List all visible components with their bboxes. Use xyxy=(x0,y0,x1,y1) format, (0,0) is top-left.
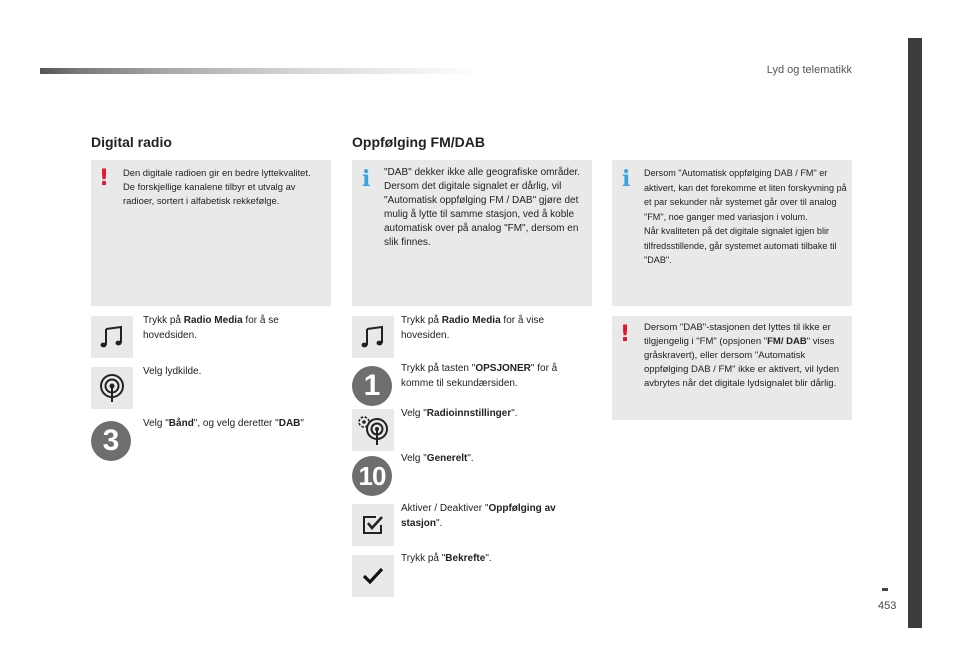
radio-settings-button-icon xyxy=(352,409,394,451)
dab-info-note xyxy=(352,160,592,306)
right-heading: Oppfølging FM/DAB xyxy=(352,134,485,150)
left-note-text: Den digitale radioen gir en bedre lyttekvalitet. De forskjellige kanalene tilbyr et utvalg av radioer, sortert i alfabetisk rekkefølge. xyxy=(123,167,311,206)
left-heading: Digital radio xyxy=(91,134,172,150)
confirm-button-icon xyxy=(352,555,394,597)
info-icon-2: i xyxy=(622,166,631,192)
header-gradient-bar xyxy=(40,68,480,74)
right-step-2: Trykk på tasten "OPSJONER" for å komme til sekundærsiden. xyxy=(401,363,558,389)
radio-signal-icon xyxy=(98,373,126,403)
warning-icon: ! xyxy=(99,166,110,191)
music-note-icon xyxy=(360,325,386,349)
page-number: 453 xyxy=(878,600,897,612)
warning-icon-2: ! xyxy=(620,322,631,347)
left-step-2: Velg lydkilde. xyxy=(143,366,202,377)
step-badge-10: 10 xyxy=(352,456,392,496)
info-icon: i xyxy=(362,166,371,192)
step-badge-3: 3 xyxy=(91,421,131,461)
page-mark xyxy=(882,588,888,591)
checkbox-button-icon xyxy=(352,504,394,546)
right-step-1: Trykk på Radio Media for å vise hovesiden. xyxy=(401,315,545,341)
left-warning-note xyxy=(91,160,331,306)
dab-warning-text: Dersom "DAB"-stasjonen det lyttes til ikke er tilgjengelig i "FM" (opsjonen "FM/ DAB" vises gråskravert), eller dersom "Automatisk oppfølging DAB / FM" ikke er aktivert, vil lyden avbrytes når det digitale lydsignalet blir dårlig. xyxy=(644,322,840,389)
radio-media-button-icon xyxy=(91,316,133,358)
right-step-4: Velg "Generelt". xyxy=(401,453,474,464)
step-badge-1: 1 xyxy=(352,366,392,406)
right-step-6: Trykk på "Bekrefte". xyxy=(401,553,492,564)
right-step-3: Velg "Radioinnstillinger". xyxy=(401,408,518,419)
dab-fm-info-text: Dersom "Automatisk oppfølging DAB / FM" er aktivert, kan det forekomme et liten forskyvning på et par sekunder når systemet går over til analog "FM", noe ganger med variasjon i volum. Når kvaliteten på det digitale signalet igjen blir tilfredsstillende, går systemet automati tilbake til "DAB". xyxy=(644,168,847,265)
radio-settings-icon xyxy=(356,414,390,446)
checkmark-icon xyxy=(362,566,384,586)
right-step-5: Aktiver / Deaktiver "Oppfølging av stasjon". xyxy=(401,503,556,529)
checkbox-checked-icon xyxy=(361,513,385,537)
page-edge-bar xyxy=(908,38,922,628)
section-title: Lyd og telematikk xyxy=(766,64,852,76)
music-note-icon xyxy=(99,325,125,349)
left-step-3: Velg "Bånd", og velg deretter "DAB" xyxy=(143,418,304,429)
radio-media-button-icon-2 xyxy=(352,316,394,358)
dab-warning-note xyxy=(612,316,852,420)
left-step-1: Trykk på Radio Media for å se hovedsiden. xyxy=(143,315,279,341)
dab-info-text: "DAB" dekker ikke alle geografiske områder. Dersom det digitale signalet er dårlig, vil "Automatisk oppfølging FM / DAB" gjøre det mulig å lytte til samme stasjon, ved å koble automatisk over på analog "FM", dersom en slik finnes. xyxy=(384,167,581,248)
source-button-icon xyxy=(91,367,133,409)
dab-fm-info-note xyxy=(612,160,852,306)
